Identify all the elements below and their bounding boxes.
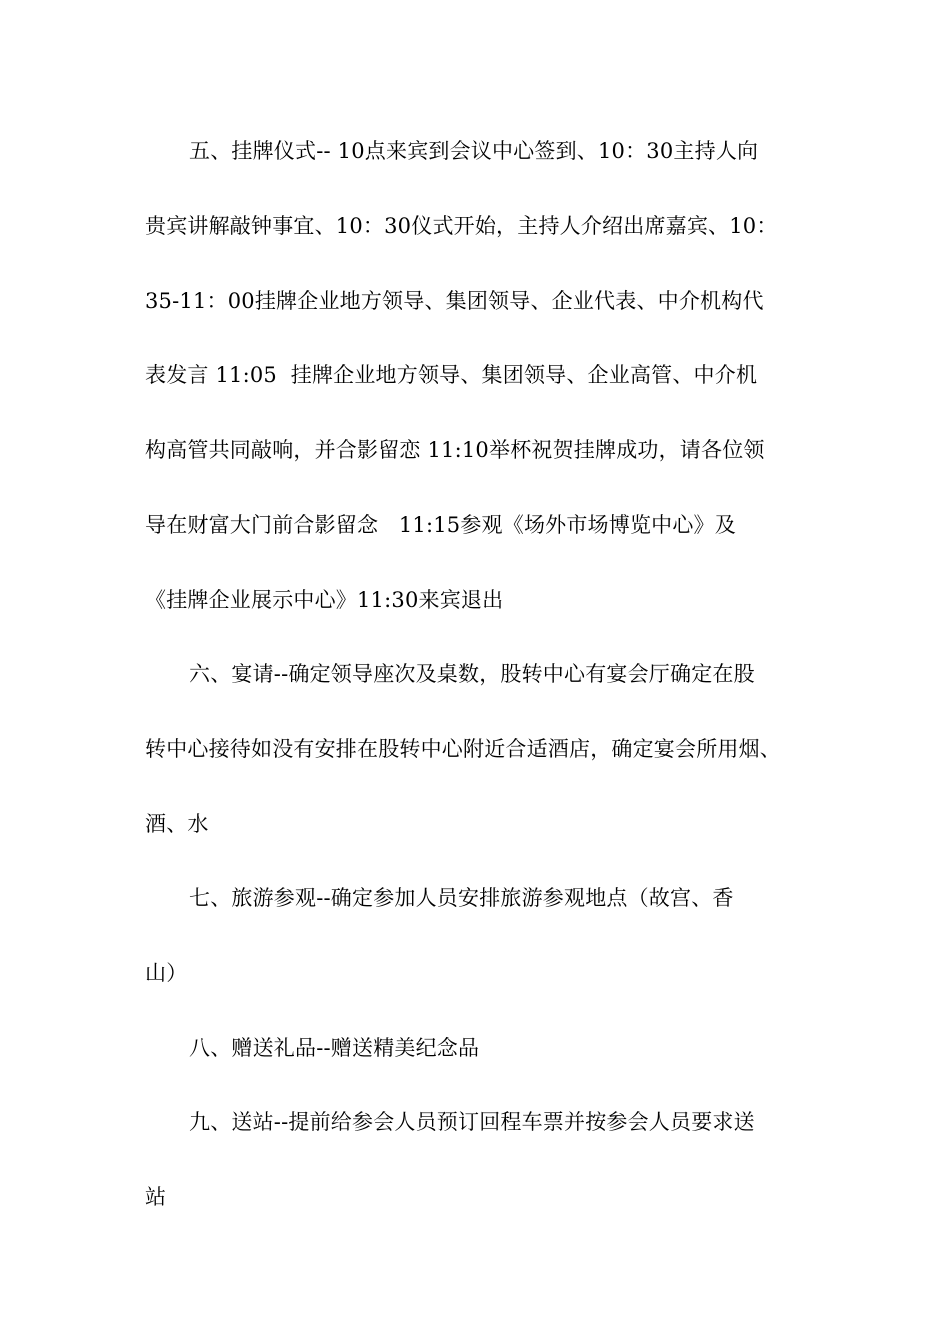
- section-7-line-2: 山）: [145, 961, 188, 985]
- section-6-line-3: 酒、水: [145, 812, 209, 836]
- section-5-line-5: 构高管共同敲响，并合影留恋 11:10举杯祝贺挂牌成功，请各位领: [145, 438, 765, 462]
- section-6-line-1: 六、宴请--确定领导座次及桌数，股转中心有宴会厅确定在股: [189, 662, 755, 686]
- section-9-line-1: 九、送站--提前给参会人员预订回程车票并按参会人员要求送: [189, 1110, 755, 1134]
- section-5-line-6: 导在财富大门前合影留念 11:15参观《场外市场博览中心》及: [145, 513, 736, 537]
- section-7-line-1: 七、旅游参观--确定参加人员安排旅游参观地点（故宫、香: [189, 886, 734, 910]
- section-9-line-2: 站: [145, 1185, 167, 1209]
- section-6-line-2: 转中心接待如没有安排在股转中心附近合适酒店，确定宴会所用烟、: [145, 737, 781, 761]
- section-5-line-7: 《挂牌企业展示中心》11:30来宾退出: [145, 588, 504, 612]
- section-5-line-3: 35-11：00挂牌企业地方领导、集团领导、企业代表、中介机构代: [145, 289, 764, 313]
- section-8-line-1: 八、赠送礼品--赠送精美纪念品: [189, 1036, 480, 1060]
- section-5-line-1: 五、挂牌仪式-- 10点来宾到会议中心签到、10：30主持人向: [189, 139, 759, 163]
- section-5-line-4: 表发言 11:05 挂牌企业地方领导、集团领导、企业高管、中介机: [145, 363, 758, 387]
- section-5-line-2: 贵宾讲解敲钟事宜、10：30仪式开始，主持人介绍出席嘉宾、10：: [145, 214, 778, 238]
